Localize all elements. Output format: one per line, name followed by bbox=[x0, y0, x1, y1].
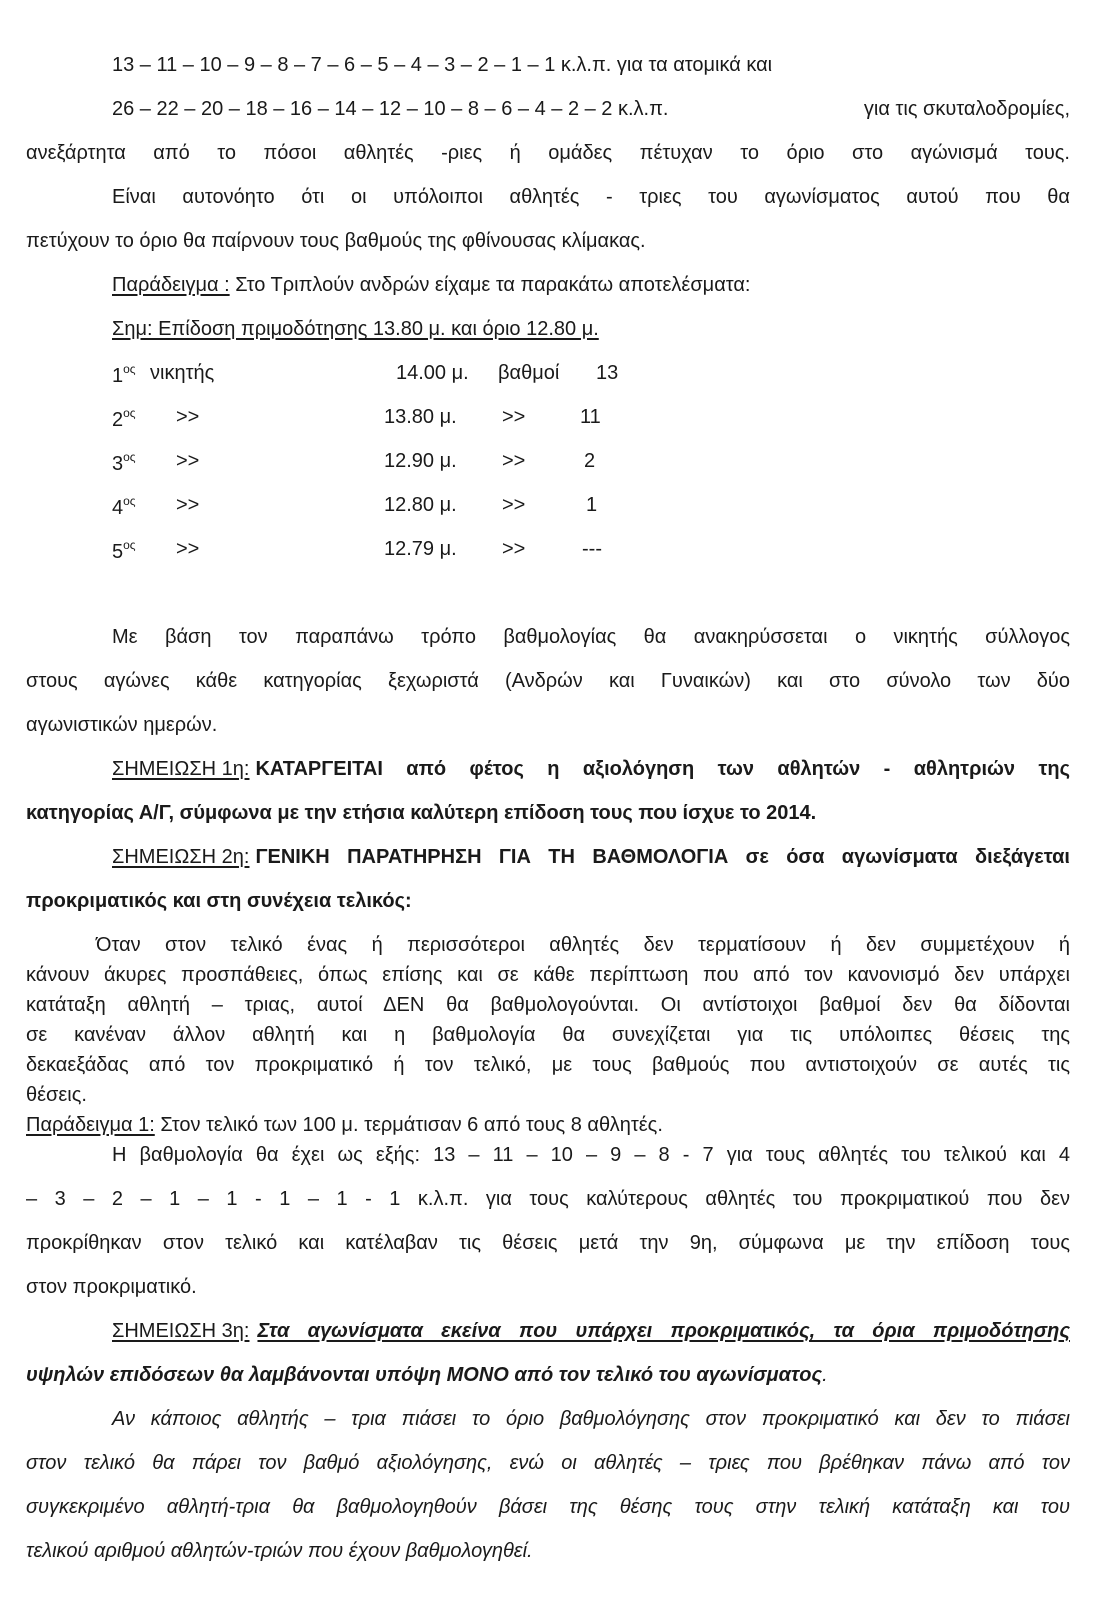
note3-text-bold: υψηλών επιδόσεων θα λαμβάνονται υπόψη ΜΟΝΟ από τον τελικό του αγωνίσματος bbox=[26, 1364, 823, 1386]
scale-relay-label: για τις σκυταλοδρομίες, bbox=[863, 98, 1070, 120]
result-position: $4^{o\varsigma}$ bbox=[112, 494, 136, 519]
paragraph-line: στους αγώνες κάθε κατηγορίας ξεχωριστά (Ανδρών και Γυναικών) και στο σύνολο των δύο bbox=[26, 670, 1070, 692]
note3-heading bbox=[112, 1320, 1070, 1343]
note1-heading bbox=[112, 758, 1070, 781]
result-points: 11 bbox=[580, 406, 601, 428]
scale-relay-values: 26 – 22 – 20 – 18 – 16 – 14 – 12 – 10 – 8 – 6 – 4 – 2 – 2 κ.λ.π. bbox=[112, 98, 669, 120]
note1-label: ΣΗΜΕΙΩΣΗ 1η: bbox=[112, 758, 250, 780]
note3-text-cont bbox=[26, 1364, 828, 1387]
result-points: 1 bbox=[586, 494, 598, 516]
paragraph-line: προκρίθηκαν στον τελικό και κατέλαβαν τις θέσεις μετά την 9η, σύμφωνα με την επίδοση τους bbox=[26, 1232, 1070, 1254]
note2-heading bbox=[112, 846, 1070, 869]
scale-individual-line: 13 – 11 – 10 – 9 – 8 – 7 – 6 – 5 – 4 – 3 – 2 – 1 – 1 κ.λ.π. για τα ατομικά και bbox=[112, 54, 773, 76]
example1-label: Παράδειγμα 1: bbox=[26, 1114, 155, 1136]
note2-text: ΓΕΝΙΚΗ ΠΑΡΑΤΗΡΗΣΗ ΓΙΑ ΤΗ ΒΑΘΜΟΛΟΓΙΑ σε όσα αγωνίσματα διεξάγεται bbox=[255, 846, 1070, 868]
example-text: Στο Τριπλούν ανδρών είχαμε τα παρακάτω αποτελέσματα: bbox=[229, 274, 751, 296]
paragraph-line: Η βαθμολογία θα έχει ως εξής: 13 – 11 – 10 – 9 – 8 - 7 για τους αθλητές του τελικού και 4 bbox=[112, 1144, 1070, 1166]
scale-relay-line bbox=[112, 98, 1070, 121]
result-position: $3^{o\varsigma}$ bbox=[112, 450, 136, 475]
note3-period: . bbox=[822, 1364, 828, 1386]
result-athlete: >> bbox=[176, 450, 200, 472]
note1-text: ΚΑΤΑΡΓΕΙΤΑΙ από φέτος η αξιολόγηση των αθλητών - αθλητριών της bbox=[255, 758, 1070, 780]
paragraph-line: σε κανέναν άλλον αθλητή και η βαθμολογία θα συνεχίζεται για τις υπόλοιπες θέσεις της bbox=[26, 1024, 1070, 1046]
paragraph-line: αγωνιστικών ημερών. bbox=[26, 714, 218, 736]
result-points-label: >> bbox=[502, 494, 526, 516]
example1-text: Στον τελικό των 100 μ. τερμάτισαν 6 από τους 8 αθλητές. bbox=[154, 1114, 663, 1136]
paragraph-line: Με βάση τον παραπάνω τρόπο βαθμολογίας θα ανακηρύσσεται ο νικητής σύλλογος bbox=[112, 626, 1070, 648]
result-performance: 14.00 μ. bbox=[396, 362, 469, 384]
result-athlete: >> bbox=[176, 494, 200, 516]
result-performance: 12.90 μ. bbox=[384, 450, 457, 472]
result-points-label: >> bbox=[502, 406, 526, 428]
result-points: --- bbox=[582, 538, 602, 560]
paragraph-line: στον τελικό θα πάρει τον βαθμό αξιολόγησης, ενώ οι αθλητές – τριες που βρέθηκαν πάνω από τον bbox=[26, 1452, 1070, 1474]
result-position: $2^{o\varsigma}$ bbox=[112, 406, 136, 431]
example-note: Σημ: Επίδοση πριμοδότησης 13.80 μ. και όριο 12.80 μ. bbox=[112, 318, 599, 340]
result-performance: 12.79 μ. bbox=[384, 538, 457, 560]
note1-text-cont: κατηγορίας Α/Γ, σύμφωνα με την ετήσια καλύτερη επίδοση τους που ίσχυε το 2014. bbox=[26, 802, 817, 824]
paragraph-line: πετύχουν το όριο θα παίρνουν τους βαθμούς της φθίνουσας κλίμακας. bbox=[26, 230, 646, 252]
paragraph-line: Όταν στον τελικό ένας ή περισσότεροι αθλητές δεν τερματίσουν ή δεν συμμετέχουν ή bbox=[96, 934, 1070, 956]
paragraph-line: συγκεκριμένο αθλητή-τρια θα βαθμολογηθούν βάσει της θέσης τους στην τελική κατάταξη και του bbox=[26, 1496, 1070, 1518]
paragraph-line: κάνουν άκυρες προσπάθειες, όπως επίσης και σε κάθε περίπτωση που από τον κανονισμό δεν υπάρχει bbox=[26, 964, 1070, 986]
note3-label: ΣΗΜΕΙΩΣΗ 3η: bbox=[112, 1320, 250, 1342]
paragraph-line: Είναι αυτονόητο ότι οι υπόλοιποι αθλητές - τριες του αγωνίσματος αυτού που θα bbox=[112, 186, 1070, 208]
paragraph-line: τελικού αριθμού αθλητών-τριών που έχουν βαθμολογηθεί. bbox=[26, 1540, 533, 1562]
result-performance: 13.80 μ. bbox=[384, 406, 457, 428]
result-athlete: νικητής bbox=[150, 362, 215, 384]
result-points-label: βαθμοί bbox=[498, 362, 560, 384]
result-points-label: >> bbox=[502, 538, 526, 560]
result-position: $5^{o\varsigma}$ bbox=[112, 538, 136, 563]
paragraph-line: στον προκριματικό. bbox=[26, 1276, 197, 1298]
example1-heading bbox=[26, 1114, 663, 1137]
result-athlete: >> bbox=[176, 406, 200, 428]
paragraph-line: κατάταξη αθλητή – τριας, αυτοί ΔΕΝ θα βαθμολογούνται. Οι αντίστοιχοι βαθμοί δεν θα δίδονται bbox=[26, 994, 1070, 1016]
result-points-label: >> bbox=[502, 450, 526, 472]
result-points: 2 bbox=[584, 450, 596, 472]
paragraph-line: Αν κάποιος αθλητής – τρια πιάσει το όριο βαθμολόγησης στον προκριματικό και δεν το πιάσει bbox=[112, 1408, 1070, 1430]
note2-text-cont: προκριματικός και στη συνέχεια τελικός: bbox=[26, 890, 412, 912]
example-heading bbox=[112, 274, 751, 297]
result-performance: 12.80 μ. bbox=[384, 494, 457, 516]
note3-text: Στα αγωνίσματα εκείνα που υπάρχει προκριματικός, τα όρια πριμοδότησης bbox=[257, 1320, 1070, 1342]
result-position: $1^{o\varsigma}$ bbox=[112, 362, 136, 387]
note2-label: ΣΗΜΕΙΩΣΗ 2η: bbox=[112, 846, 250, 868]
example-label: Παράδειγμα : bbox=[112, 274, 230, 296]
result-athlete: >> bbox=[176, 538, 200, 560]
paragraph-line: δεκαεξάδας από τον προκριματικό ή τον τελικό, με τους βαθμούς που αντιστοιχούν σε αυτές τις bbox=[26, 1054, 1070, 1076]
scale-note-line: ανεξάρτητα από το πόσοι αθλητές -ριες ή ομάδες πέτυχαν το όριο στο αγώνισμά τους. bbox=[26, 142, 1070, 164]
paragraph-line: θέσεις. bbox=[26, 1084, 87, 1106]
paragraph-line: – 3 – 2 – 1 – 1 - 1 – 1 - 1 κ.λ.π. για τους καλύτερους αθλητές του προκριματικού που δεν bbox=[26, 1188, 1070, 1210]
result-points: 13 bbox=[596, 362, 619, 384]
